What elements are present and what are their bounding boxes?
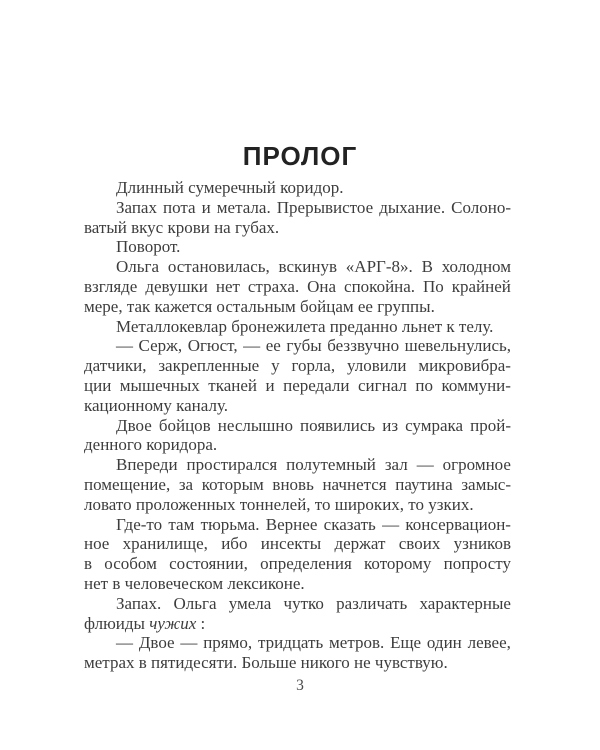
- word: тюрьма.: [200, 514, 260, 534]
- text-line: [84, 297, 511, 317]
- word: по: [415, 375, 433, 395]
- word: в: [84, 554, 93, 574]
- page-text: [84, 178, 511, 673]
- word: ции: [84, 375, 112, 395]
- text-segment: ловато проложенных тоннелей, то широких, то узких.: [84, 494, 474, 514]
- text-line: [84, 336, 511, 356]
- word: Огюст,: [187, 336, 238, 356]
- word: сказать: [323, 514, 376, 534]
- word: коммуни-: [441, 375, 511, 395]
- text-line: [84, 376, 511, 396]
- word: нет: [215, 276, 240, 296]
- text-line: [84, 198, 511, 218]
- text-line: [84, 178, 511, 198]
- word: холодном: [441, 257, 511, 277]
- word: у: [271, 356, 280, 376]
- word: простирался: [186, 455, 278, 475]
- word: полутемный: [286, 455, 376, 475]
- text-segment: кационному каналу.: [84, 395, 228, 415]
- word: беззвучно: [327, 336, 400, 356]
- word: Двое: [138, 633, 175, 653]
- word: Солоно-: [451, 197, 511, 217]
- word: и: [265, 375, 275, 395]
- text-line: [84, 218, 511, 238]
- text-line: [84, 495, 511, 515]
- text-line: [84, 435, 511, 455]
- word: из: [382, 415, 399, 435]
- word: бойцов: [158, 415, 211, 435]
- word: зал: [384, 455, 408, 475]
- text-segment: Длинный сумеречный коридор.: [116, 178, 344, 197]
- text-line: [84, 356, 511, 376]
- text-segment: метрах в пятидесяти. Больше никого не чувствую.: [84, 653, 448, 673]
- word: девушки: [145, 276, 208, 296]
- word: огромное: [442, 455, 511, 475]
- word: консервацион-: [405, 514, 511, 534]
- word: Ольга: [173, 593, 217, 613]
- word: сигнал: [357, 375, 407, 395]
- word: шевельнулись,: [404, 336, 511, 356]
- text-line: [84, 633, 511, 653]
- word: появились: [300, 415, 376, 435]
- word: спокойна.: [344, 276, 416, 296]
- word: Двое: [116, 415, 152, 435]
- text-line: [84, 416, 511, 436]
- word: Прерывистое: [276, 197, 374, 217]
- word: крайней: [451, 276, 511, 296]
- word: ибо: [221, 534, 248, 554]
- word: —: [382, 514, 400, 534]
- word: метров.: [329, 633, 385, 653]
- word: там: [168, 514, 195, 534]
- word: —: [416, 455, 434, 475]
- word: Она: [307, 276, 337, 296]
- word: остановилась,: [167, 257, 270, 277]
- word: инсекты: [260, 534, 322, 554]
- word: тридцать: [257, 633, 324, 653]
- word: Ольга: [116, 257, 160, 277]
- word: страха.: [247, 276, 300, 296]
- page-number: 3: [296, 677, 304, 694]
- word: держат: [334, 534, 386, 554]
- text-line: [84, 475, 511, 495]
- word: Где-то: [116, 514, 163, 534]
- word: узников: [453, 534, 511, 554]
- word: —: [243, 336, 261, 356]
- word: датчики,: [84, 356, 147, 376]
- text-line: [84, 257, 511, 277]
- word: взгляде: [84, 276, 138, 296]
- word: Запах.: [116, 593, 162, 613]
- word: ее: [265, 336, 281, 356]
- word: начнется: [322, 474, 387, 494]
- word: которому: [364, 554, 432, 574]
- word: —: [116, 633, 133, 653]
- word: горла,: [291, 356, 336, 376]
- word: попросту: [443, 554, 511, 574]
- text-segment: мере, так кажется остальным бойцам ее группы.: [84, 296, 435, 316]
- text-segment: :: [196, 613, 206, 633]
- word: пота: [163, 197, 196, 217]
- word: левее,: [467, 633, 511, 653]
- word: мышечных: [119, 375, 200, 395]
- word: сумрака: [405, 415, 464, 435]
- word: закрепленные: [158, 356, 260, 376]
- text-line: [84, 534, 511, 554]
- text-line: [84, 317, 511, 337]
- text-segment: нет в человеческом лексиконе.: [84, 573, 305, 593]
- chapter-title: ПРОЛОГ: [242, 141, 358, 171]
- word: своих: [398, 534, 441, 554]
- word: различать: [336, 593, 408, 613]
- word: замыс-: [461, 474, 511, 494]
- word: определения: [260, 554, 352, 574]
- text-segment: чужих: [149, 613, 197, 633]
- word: состоянии,: [169, 554, 248, 574]
- word: губы: [286, 336, 322, 356]
- text-segment: денного коридора.: [84, 435, 218, 455]
- word: —: [116, 336, 133, 356]
- text-line: [84, 653, 511, 673]
- word: метала.: [216, 197, 271, 217]
- word: дыхание.: [379, 197, 446, 217]
- word: Запах: [116, 197, 157, 217]
- word: и: [201, 197, 211, 217]
- word: паутина: [395, 474, 453, 494]
- word: умела: [228, 593, 272, 613]
- word: тканей: [208, 375, 257, 395]
- word: неслышно: [217, 415, 293, 435]
- text-line: [84, 455, 511, 475]
- word: По: [423, 276, 444, 296]
- text-line: [84, 237, 511, 257]
- text-segment: флюиды: [84, 613, 150, 633]
- word: за: [178, 474, 194, 494]
- word: помещение,: [84, 474, 171, 494]
- word: микровибра-: [418, 356, 511, 376]
- word: прой-: [470, 415, 511, 435]
- word: Впереди: [116, 455, 178, 475]
- text-segment: Металлокевлар бронежилета преданно льнет к телу.: [116, 316, 494, 336]
- word: Серж,: [138, 336, 183, 356]
- word: один: [426, 633, 462, 653]
- text-segment: ватый вкус крови на губах.: [84, 217, 280, 237]
- word: хранилище,: [122, 534, 208, 554]
- text-line: [84, 594, 511, 614]
- word: Вернее: [265, 514, 318, 534]
- word: особом: [104, 554, 157, 574]
- text-line: [84, 614, 511, 634]
- word: характерные: [419, 593, 511, 613]
- word: «АРГ-8».: [345, 257, 413, 277]
- word: передали: [283, 375, 350, 395]
- word: чутко: [283, 593, 324, 613]
- word: уловили: [346, 356, 407, 376]
- word: вновь: [272, 474, 314, 494]
- word: В: [421, 257, 433, 277]
- word: которым: [201, 474, 264, 494]
- word: вскинув: [278, 257, 338, 277]
- word: Еще: [390, 633, 422, 653]
- text-line: [84, 515, 511, 535]
- text-line: [84, 277, 511, 297]
- text-line: [84, 574, 511, 594]
- word: прямо,: [203, 633, 253, 653]
- word: ное: [84, 534, 110, 554]
- word: —: [180, 633, 198, 653]
- text-segment: Поворот.: [116, 237, 181, 257]
- text-line: [84, 396, 511, 416]
- text-line: [84, 554, 511, 574]
